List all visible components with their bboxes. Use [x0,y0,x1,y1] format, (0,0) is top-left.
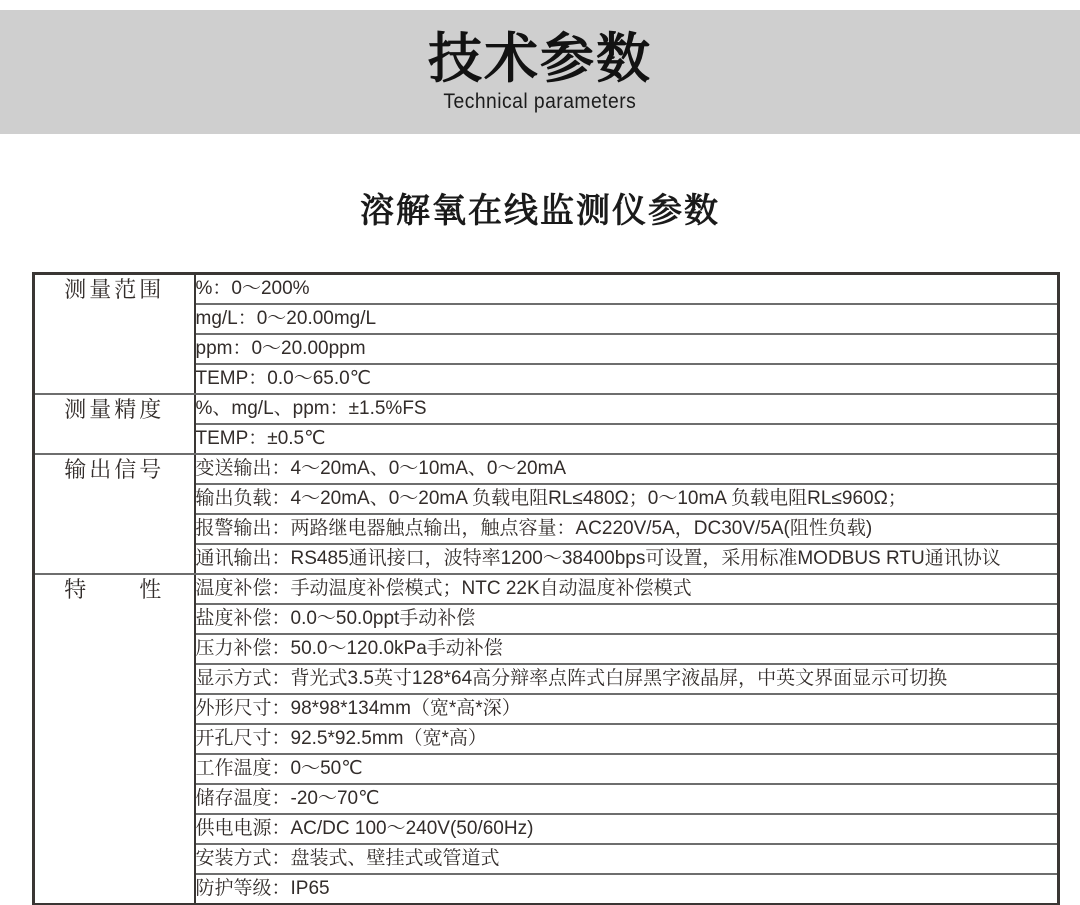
banner-title: 技术参数 [428,29,652,89]
parameter-value: 外形尺寸：98*98*134mm（宽*高*深） [195,694,1059,724]
parameter-value: 供电电源：AC/DC 100～240V(50/60Hz) [195,814,1059,844]
parameter-value: 储存温度：-20～70℃ [195,784,1059,814]
table-row [34,274,1059,305]
group-label: 输出信号 [34,454,195,574]
parameter-value: 输出负载：4～20mA、0～20mA 负载电阻RL≤480Ω；0～10mA 负载电阻RL≤960Ω； [195,484,1059,514]
parameter-value: mg/L：0～20.00mg/L [195,304,1059,334]
table-row [34,574,1059,604]
parameters-table-body [34,274,1059,905]
parameter-value: 显示方式：背光式3.5英寸128*64高分辩率点阵式白屏黑字液晶屏，中英文界面显示可切换 [195,664,1059,694]
parameter-value: 通讯输出：RS485通讯接口，波特率1200～38400bps可设置，采用标准MODBUS RTU通讯协议 [195,544,1059,574]
group-label: 测量精度 [34,394,195,454]
parameter-value: 报警输出：两路继电器触点输出，触点容量：AC220V/5A，DC30V/5A(阻性负载) [195,514,1059,544]
parameter-value: 压力补偿：50.0～120.0kPa手动补偿 [195,634,1059,664]
parameter-value: 防护等级：IP65 [195,874,1059,905]
table-row [34,394,1059,424]
banner-subtitle: Technical parameters [443,90,637,113]
parameter-value: ppm：0～20.00ppm [195,334,1059,364]
parameter-value: 盐度补偿：0.0～50.0ppt手动补偿 [195,604,1059,634]
parameter-value: 温度补偿：手动温度补偿模式；NTC 22K自动温度补偿模式 [195,574,1059,604]
parameter-value: %、mg/L、ppm：±1.5%FS [195,394,1059,424]
parameter-value: 变送输出：4～20mA、0～10mA、0～20mA [195,454,1059,484]
section-title: 溶解氧在线监测仪参数 [360,192,720,230]
parameter-value: 安装方式：盘装式、壁挂式或管道式 [195,844,1059,874]
parameter-value: 工作温度：0～50℃ [195,754,1059,784]
parameter-value: TEMP：0.0～65.0℃ [195,364,1059,394]
parameter-value: %：0～200% [195,274,1059,305]
group-label: 特 性 [34,574,195,905]
group-label: 测量范围 [34,274,195,395]
parameter-value: 开孔尺寸：92.5*92.5mm（宽*高） [195,724,1059,754]
parameter-value: TEMP：±0.5℃ [195,424,1059,454]
parameters-table [32,272,1060,905]
table-row [34,454,1059,484]
header-banner [0,10,1080,134]
